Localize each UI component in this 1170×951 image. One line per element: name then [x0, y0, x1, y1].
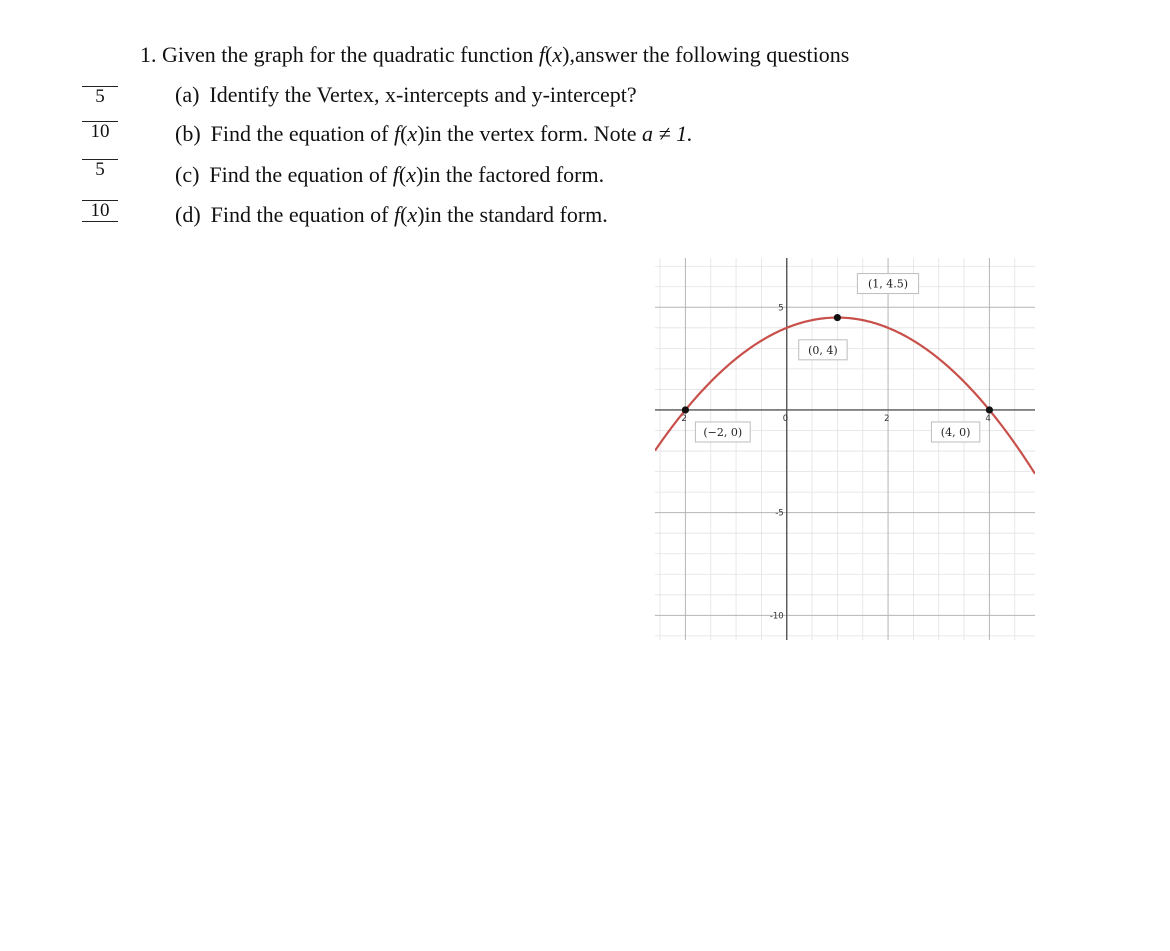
points-b: 10 [82, 121, 118, 142]
part-c-text-after: in the factored form. [423, 162, 605, 187]
part-b: (b) Find the equation of f(x)in the vertex form. Note a ≠ 1. [175, 121, 693, 146]
points-a: 5 [82, 86, 118, 107]
x-tick-label: 4 [985, 413, 991, 424]
question-arg: x [552, 42, 563, 67]
x-tick-label: 2 [884, 413, 890, 424]
question-heading: 1. Given the graph for the quadratic function f(x),answer the following questions [140, 42, 850, 67]
part-b-func: f [393, 121, 401, 146]
point-label: (−2, 0) [703, 425, 743, 439]
part-b-text: Find the equation of [210, 121, 389, 146]
question-text: Given the graph for the quadratic function [162, 42, 534, 67]
point-marker [986, 406, 993, 413]
question-number: 1. [140, 42, 157, 67]
y-tick-label: -10 [769, 611, 784, 622]
part-d: (d) Find the equation of f(x)in the standard form. [175, 202, 608, 227]
part-b-text-after: in the vertex form. Note [424, 121, 637, 146]
part-b-arg: x [407, 121, 418, 146]
point-label: (1, 4.5) [867, 277, 909, 291]
part-a [175, 82, 637, 108]
grid-major [655, 258, 1035, 640]
part-d-text: Find the equation of [210, 202, 389, 227]
points-c: 5 [82, 159, 118, 180]
part-b-letter: (b) [175, 121, 201, 146]
question-func: f [538, 42, 546, 67]
part-c-letter: (c) [175, 162, 200, 187]
parabola-graph [655, 258, 1035, 640]
point-label: (0, 4) [808, 343, 838, 357]
part-a-letter: (a) [175, 82, 200, 107]
x-tick-label: 0 [782, 413, 789, 424]
part-c-text: Find the equation of [209, 162, 388, 187]
part-c: (c) Find the equation of f(x)in the factored form. [175, 162, 605, 187]
question-text-after: ,answer the following questions [569, 42, 850, 67]
point-marker [682, 406, 689, 413]
x-tick-label: 2 [681, 413, 687, 424]
part-c-func: f [392, 162, 399, 187]
point-label: (4, 0) [940, 425, 971, 439]
part-c-arg: x [406, 162, 416, 187]
grid-minor [655, 258, 1035, 640]
part-d-arg: x [407, 202, 418, 227]
y-tick-label: 5 [778, 303, 784, 314]
part-d-text-after: in the standard form. [424, 202, 608, 227]
point-marker [834, 314, 841, 321]
part-d-letter: (d) [175, 202, 201, 227]
axes [655, 258, 1035, 640]
part-b-note: a ≠ 1. [642, 121, 693, 146]
part-a-text: Identify the Vertex, x-intercepts and y-intercept? [209, 82, 637, 107]
points-d: 10 [82, 200, 118, 222]
y-tick-label: -5 [775, 508, 784, 519]
part-d-func: f [393, 202, 401, 227]
